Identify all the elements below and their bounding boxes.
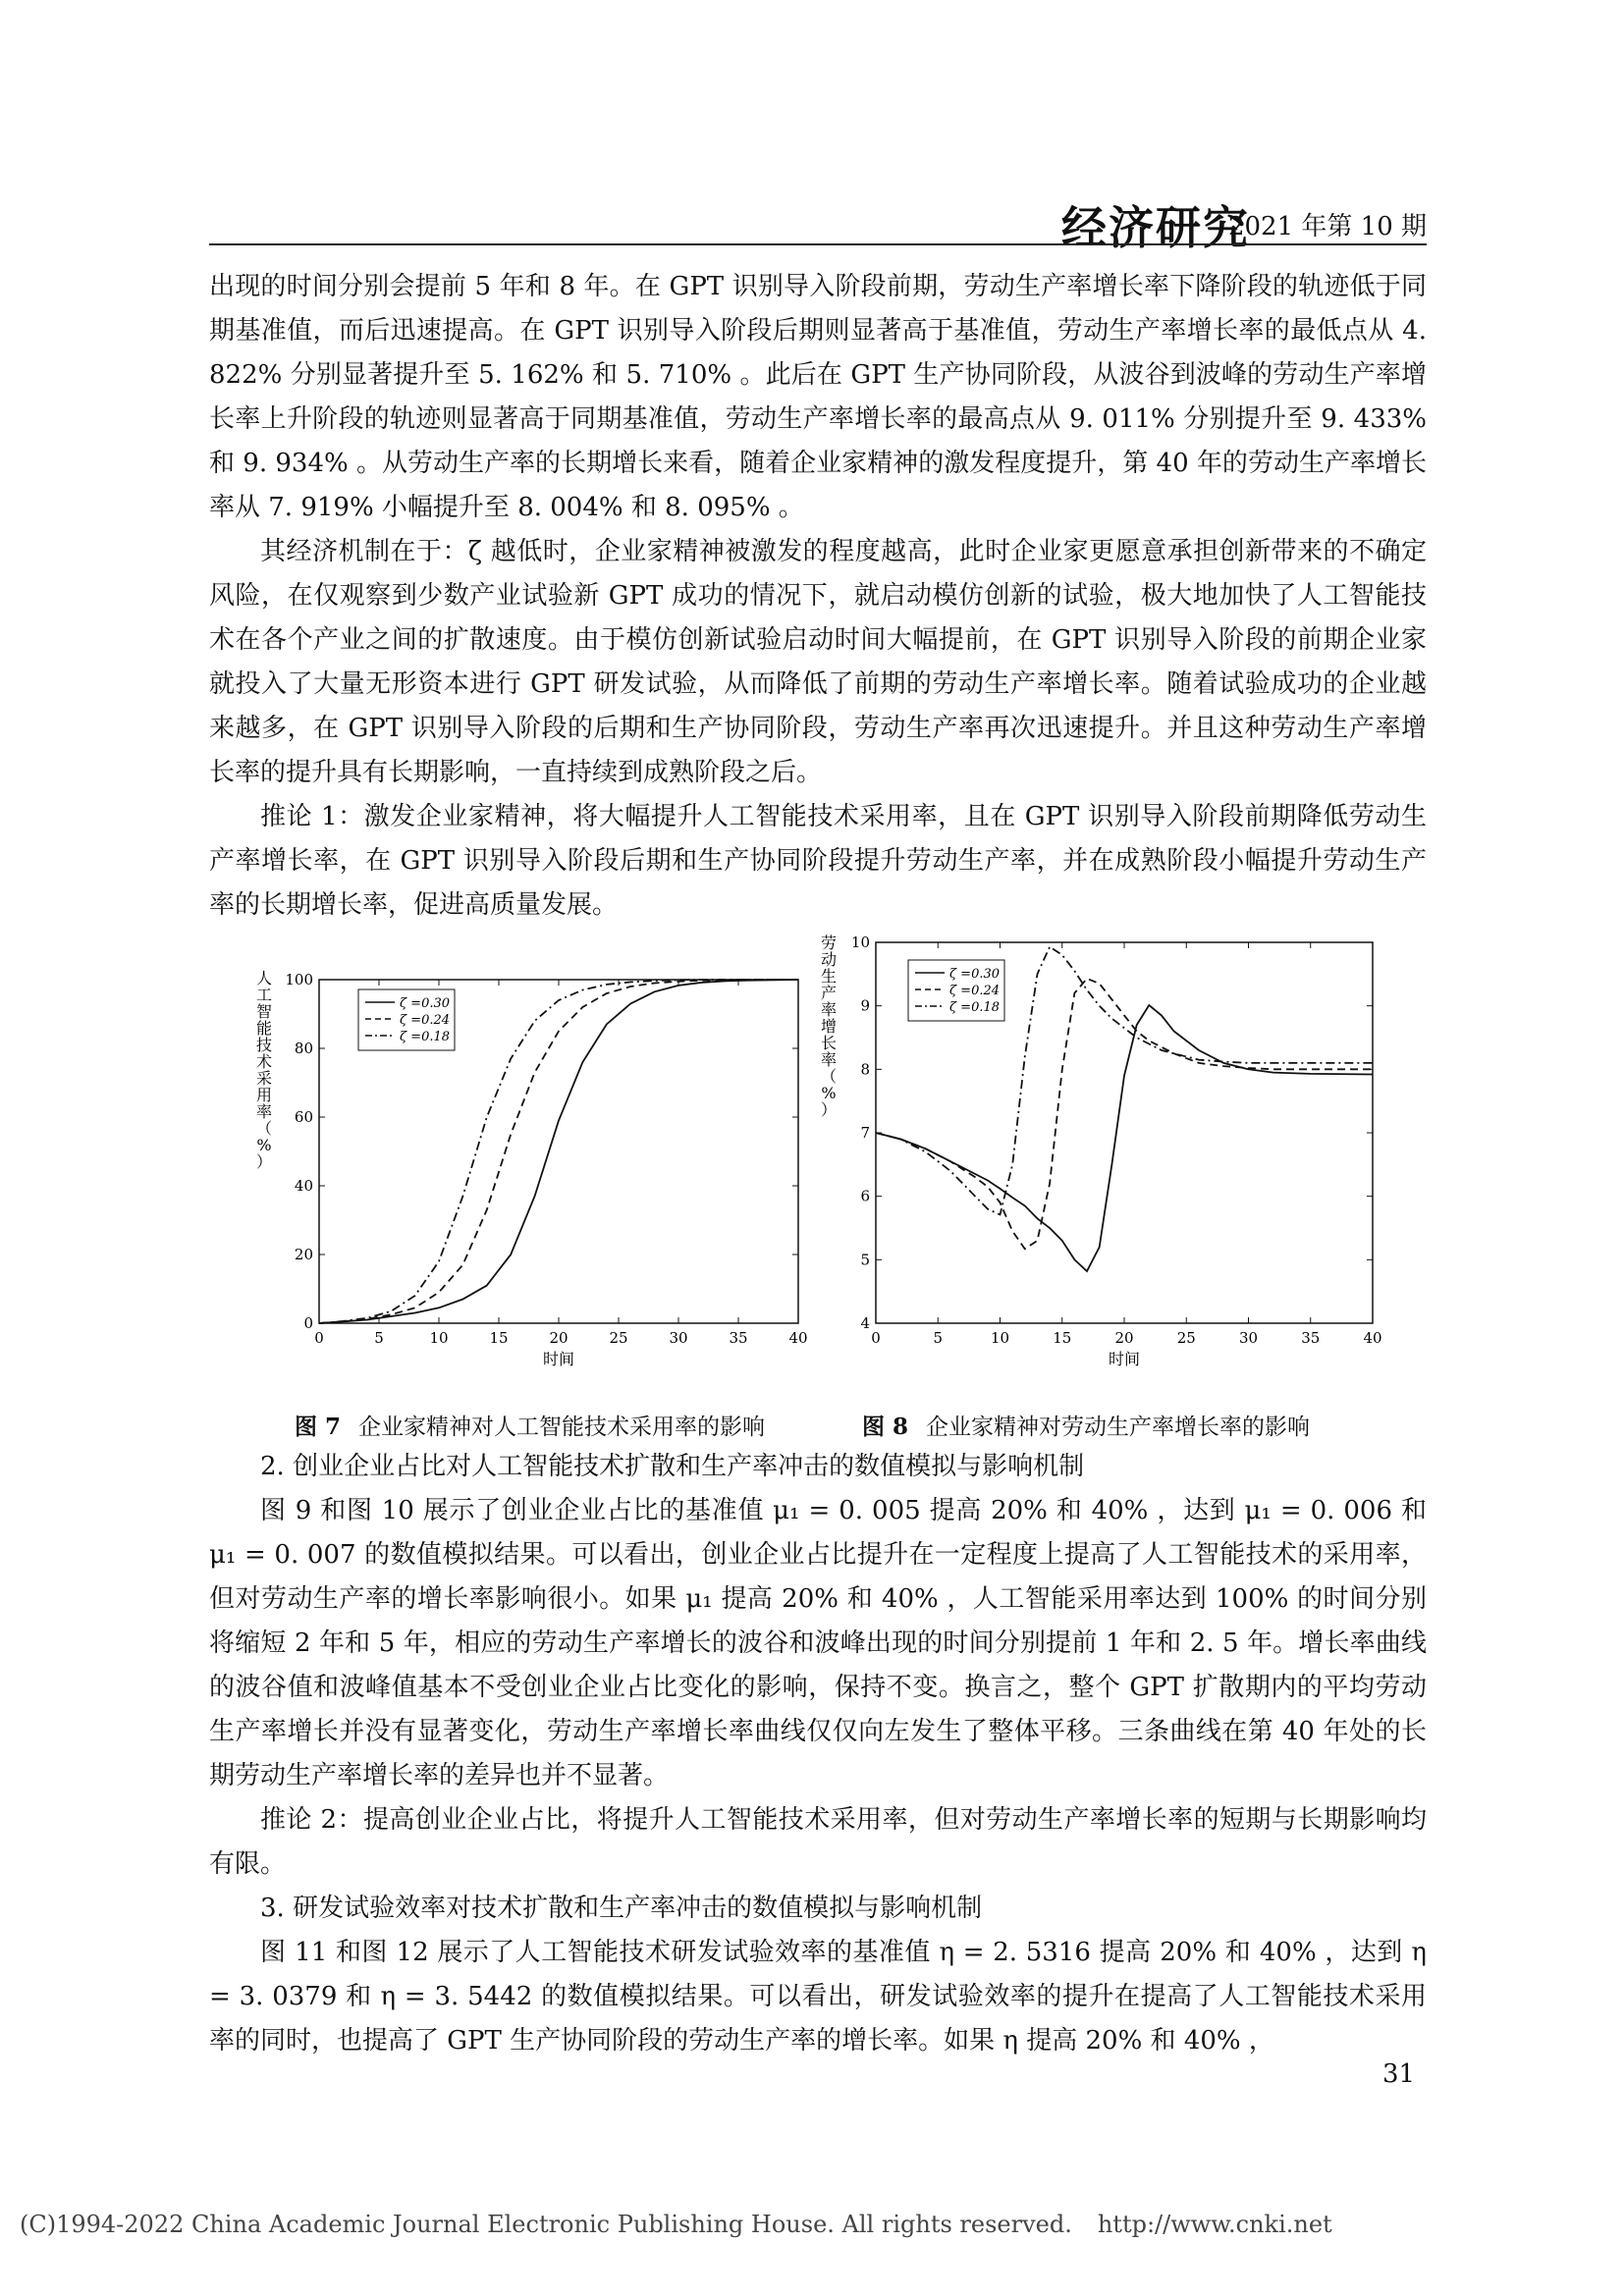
x-tick-label: 15 — [1053, 1329, 1072, 1347]
y-tick-label: 100 — [285, 971, 313, 988]
paragraph: 出现的时间分别会提前 5 年和 8 年。在 GPT 识别导入阶段前期，劳动生产率增长率下降阶段的轨迹低于同期基准值，而后迅速提高。在 GPT 识别导入阶段后期则显著高于基准值，劳动生产率增长率的最低点从 4. 822% 分别显著提升至 5. 162% 和 5. 710% 。此后在 GPT 生产协同阶段，从波谷到波峰的劳动生产率增长率上升阶段的轨迹则显著高于同期基准值，劳动生产率增长率的最高点从 9. 011% 分别提升至 9. 433% 和 9. 934% 。从劳动生产率的长期增长来看，随着企业家精神的激发程度提升，第 40 年的劳动生产率增长率从 7. 919% 小幅提升至 8. 004% 和 8. 095% 。 — [209, 272, 1427, 522]
x-tick-label: 0 — [314, 1329, 324, 1347]
figure-8-caption — [862, 1409, 1310, 1441]
footer-url: http://www.cnki.net — [1097, 2211, 1332, 2238]
caption-text: 企业家精神对人工智能技术采用率的影响 — [358, 1415, 766, 1440]
paragraph: 推论 1：激发企业家精神，将大幅提升人工智能技术采用率，且在 GPT 识别导入阶段前期降低劳动生产率增长率，在 GPT 识别导入阶段后期和生产协同阶段提升劳动生产率，并在成熟阶段小幅提升劳动生产率的长期增长率，促进高质量发展。 — [209, 802, 1427, 920]
paragraph: 推论 2：提高创业企业占比，将提升人工智能技术采用率，但对劳动生产率增长率的短期与长期影响均有限。 — [209, 1805, 1427, 1879]
y-tick-label: 4 — [860, 1314, 870, 1332]
journal-logo: 经济研究 — [1061, 201, 1250, 254]
legend-label: ζ =0.24 — [949, 984, 1001, 998]
y-tick-label: 0 — [303, 1314, 313, 1332]
body-text-bottom — [209, 1445, 1427, 2063]
legend-label: ζ =0.18 — [949, 1000, 1001, 1015]
legend-label: ζ =0.30 — [949, 967, 1001, 982]
caption-number: 图 7 — [295, 1414, 342, 1440]
y-tick-label: 40 — [294, 1177, 313, 1195]
y-tick-label: 7 — [860, 1124, 870, 1142]
series-line — [876, 1005, 1373, 1271]
y-tick-label: 9 — [860, 996, 870, 1015]
x-tick-label: 30 — [669, 1329, 688, 1347]
issue-label: 2021 年第 10 期 — [1227, 212, 1427, 241]
caption-text: 企业家精神对劳动生产率增长率的影响 — [926, 1415, 1311, 1440]
y-axis-label: 人工智能技术采用率（%） — [255, 969, 273, 1171]
x-axis-label: 时间 — [542, 1350, 575, 1368]
x-tick-label: 10 — [990, 1329, 1010, 1347]
y-tick-label: 80 — [294, 1040, 313, 1057]
figure-8-chart — [815, 933, 1382, 1368]
page-number: 31 — [1382, 2059, 1416, 2089]
figure-7-caption — [295, 1409, 765, 1441]
x-tick-label: 35 — [729, 1329, 748, 1347]
y-tick-label: 20 — [294, 1246, 313, 1263]
x-tick-label: 20 — [549, 1329, 568, 1347]
figure-8 — [815, 933, 1382, 1368]
legend-label: ζ =0.18 — [400, 1030, 451, 1044]
x-tick-label: 40 — [1363, 1329, 1382, 1347]
x-axis-label: 时间 — [1108, 1350, 1141, 1368]
paragraph: 图 11 和图 12 展示了人工智能技术研发试验效率的基准值 η = 2. 5316 提高 20% 和 40% ，达到 η = 3. 0379 和 η = 3. 5442 的数值模拟结果。可以看出，研发试验效率的提升在提高了人工智能技术采用率的同时，也提高了 GPT 生产协同阶段的劳动生产率的增长率。如果 η 提高 20% 和 40% ， — [209, 1938, 1427, 2056]
body-text-top — [209, 265, 1427, 928]
y-axis-label: 劳动生产率增长率（%） — [820, 934, 838, 1119]
x-tick-label: 15 — [489, 1329, 509, 1347]
section-heading: 2. 创业企业占比对人工智能技术扩散和生产率冲击的数值模拟与影响机制 — [260, 1452, 1085, 1481]
x-tick-label: 25 — [609, 1329, 628, 1347]
legend-label: ζ =0.24 — [400, 1013, 451, 1028]
y-tick-label: 6 — [860, 1187, 870, 1205]
figure-7 — [250, 933, 808, 1368]
x-tick-label: 10 — [429, 1329, 449, 1347]
x-tick-label: 5 — [933, 1329, 944, 1347]
x-tick-label: 30 — [1238, 1329, 1259, 1347]
page-header — [209, 188, 1427, 254]
y-tick-label: 60 — [294, 1108, 313, 1126]
paragraph: 图 9 和图 10 展示了创业企业占比的基准值 μ₁ = 0. 005 提高 20% 和 40% ，达到 μ₁ = 0. 006 和 μ₁ = 0. 007 的数值模拟结果。可以看出，创业企业占比提升在一定程度上提高了人工智能技术的采用率，但对劳动生产率的增长率影响很小。如果 μ₁ 提高 20% 和 40% ，人工智能采用率达到 100% 的时间分别将缩短 2 年和 5 年，相应的劳动生产率增长的波谷和波峰出现的时间分别提前 1 年和 2. 5 年。增长率曲线的波谷值和波峰值基本不受创业企业占比变化的影响，保持不变。换言之，整个 GPT 扩散期内的平均劳动生产率增长并没有显著变化，劳动生产率增长率曲线仅仅向左发生了整体平移。三条曲线在第 40 年处的长期劳动生产率增长率的差异也并不显著。 — [209, 1496, 1427, 1790]
caption-number: 图 8 — [862, 1414, 909, 1440]
x-tick-label: 0 — [871, 1329, 881, 1347]
x-tick-label: 35 — [1301, 1329, 1321, 1347]
x-tick-label: 25 — [1176, 1329, 1196, 1347]
y-tick-label: 10 — [850, 934, 870, 951]
x-tick-label: 40 — [788, 1329, 808, 1347]
x-tick-label: 5 — [374, 1329, 384, 1347]
legend-label: ζ =0.30 — [400, 996, 451, 1011]
y-tick-label: 5 — [860, 1251, 870, 1269]
x-tick-label: 20 — [1114, 1329, 1134, 1347]
section-heading: 3. 研发试验效率对技术扩散和生产率冲击的数值模拟与影响机制 — [260, 1894, 983, 1923]
copyright-text: (C)1994-2022 China Academic Journal Electronic Publishing House. All rights reserved. — [20, 2211, 1072, 2238]
figure-7-chart — [250, 933, 808, 1368]
y-tick-label: 8 — [860, 1060, 870, 1079]
header-rule — [209, 243, 1427, 245]
paragraph: 其经济机制在于：ζ 越低时，企业家精神被激发的程度越高，此时企业家更愿意承担创新带来的不确定风险，在仅观察到少数产业试验新 GPT 成功的情况下，就启动模仿创新的试验，极大地加快了人工智能技术在各个产业之间的扩散速度。由于模仿创新试验启动时间大幅提前，在 GPT 识别导入阶段的前期企业家就投入了大量无形资本进行 GPT 研发试验，从而降低了前期的劳动生产率增长率。随着试验成功的企业越来越多，在 GPT 识别导入阶段的后期和生产协同阶段，劳动生产率再次迅速提升。并且这种劳动生产率增长率的提升具有长期影响，一直持续到成熟阶段之后。 — [209, 537, 1427, 787]
footer — [20, 2211, 1332, 2238]
figure-panel — [250, 933, 1382, 1368]
